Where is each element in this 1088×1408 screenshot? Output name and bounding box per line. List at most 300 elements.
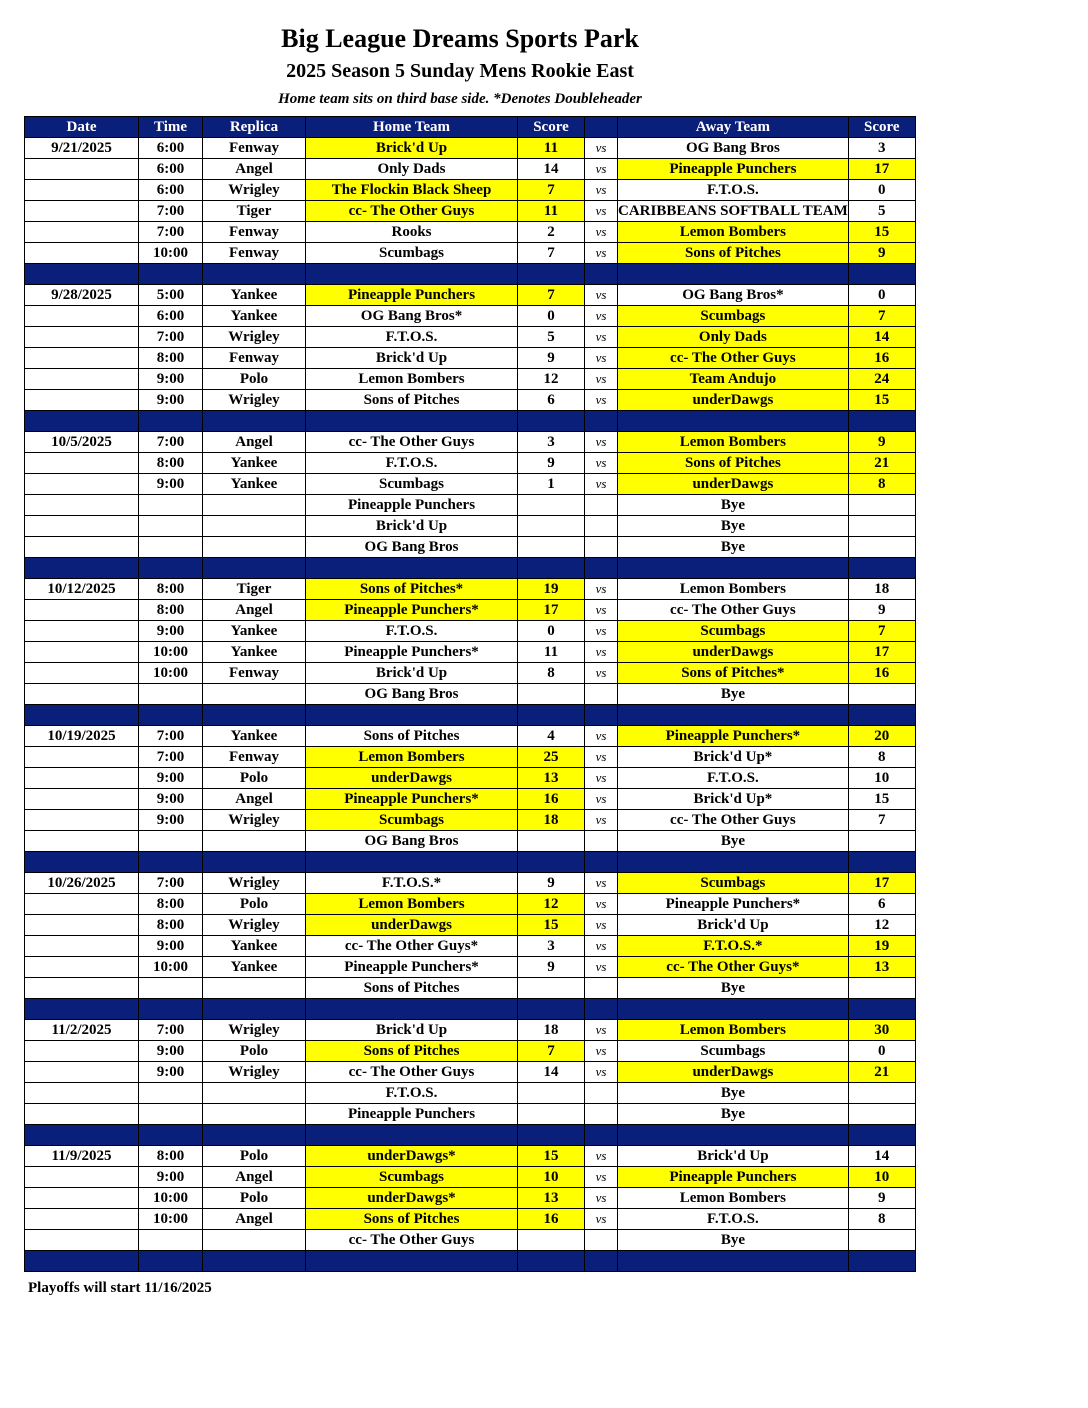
separator-cell [585,999,618,1020]
page-note: Home team sits on third base side. *Denotes Doubleheader [278,91,642,107]
field-cell: Angel [203,600,306,621]
home-team-cell: OG Bang Bros* [306,306,518,327]
home-team-cell: F.T.O.S. [306,327,518,348]
time-cell: 9:00 [139,474,203,495]
home-team-cell: Scumbags [306,474,518,495]
away-score-cell [848,1104,915,1125]
away-team-cell: Pineapple Punchers [618,159,849,180]
col-vs-header [585,117,618,138]
date-cell [25,1041,139,1062]
bye-row [25,978,916,999]
separator-cell [306,558,518,579]
vs-cell [585,831,618,852]
week-separator-row [25,705,916,726]
field-cell: Wrigley [203,873,306,894]
home-score-cell: 16 [518,789,585,810]
time-cell: 8:00 [139,453,203,474]
field-cell: Polo [203,369,306,390]
separator-cell [25,1251,139,1272]
away-team-cell: F.T.O.S. [618,1209,849,1230]
vs-cell [585,537,618,558]
away-score-cell [848,831,915,852]
away-score-cell: 3 [848,138,915,159]
away-score-cell: 24 [848,369,915,390]
home-score-cell [518,978,585,999]
time-cell: 7:00 [139,222,203,243]
time-cell: 7:00 [139,726,203,747]
vs-cell: vs [585,1167,618,1188]
col-home-team-header: Home Team [306,117,518,138]
date-cell [25,831,139,852]
game-row [25,873,916,894]
date-cell [25,348,139,369]
field-cell: Yankee [203,957,306,978]
col-replica-header: Replica [203,117,306,138]
home-score-cell: 7 [518,285,585,306]
week-separator-row [25,1251,916,1272]
away-score-cell: 19 [848,936,915,957]
game-row [25,915,916,936]
away-score-cell [848,495,915,516]
separator-cell [518,852,585,873]
away-score-cell: 13 [848,957,915,978]
game-row [25,1041,916,1062]
home-team-cell: Scumbags [306,243,518,264]
away-score-cell: 15 [848,390,915,411]
field-cell: Wrigley [203,1020,306,1041]
home-score-cell: 18 [518,810,585,831]
away-team-cell: Bye [618,978,849,999]
away-score-cell: 9 [848,1188,915,1209]
time-cell: 8:00 [139,579,203,600]
date-cell [25,663,139,684]
separator-cell [25,264,139,285]
field-cell: Wrigley [203,180,306,201]
game-row [25,474,916,495]
vs-cell: vs [585,600,618,621]
separator-cell [585,1125,618,1146]
date-cell [25,453,139,474]
home-team-cell: cc- The Other Guys [306,201,518,222]
time-cell [139,978,203,999]
vs-cell: vs [585,768,618,789]
away-team-cell: Bye [618,684,849,705]
separator-cell [25,852,139,873]
game-row [25,285,916,306]
vs-cell: vs [585,453,618,474]
away-team-cell: Brick'd Up* [618,789,849,810]
away-team-cell: cc- The Other Guys [618,810,849,831]
vs-cell [585,516,618,537]
separator-cell [203,558,306,579]
vs-cell: vs [585,390,618,411]
vs-cell: vs [585,1062,618,1083]
date-cell [25,243,139,264]
home-team-cell: Pineapple Punchers [306,285,518,306]
home-score-cell [518,1104,585,1125]
date-cell [25,915,139,936]
vs-cell: vs [585,222,618,243]
away-team-cell: Team Andujo [618,369,849,390]
home-score-cell: 11 [518,642,585,663]
field-cell: Angel [203,1209,306,1230]
home-score-cell: 12 [518,369,585,390]
away-score-cell: 15 [848,789,915,810]
date-cell [25,1167,139,1188]
separator-cell [848,852,915,873]
vs-cell [585,1104,618,1125]
home-score-cell: 4 [518,726,585,747]
separator-cell [618,705,849,726]
field-cell: Angel [203,1167,306,1188]
home-score-cell [518,831,585,852]
home-score-cell: 7 [518,180,585,201]
date-cell: 10/5/2025 [25,432,139,453]
home-score-cell: 19 [518,579,585,600]
time-cell: 10:00 [139,957,203,978]
date-cell [25,642,139,663]
away-team-cell: cc- The Other Guys [618,348,849,369]
game-row [25,789,916,810]
home-team-cell: underDawgs* [306,1188,518,1209]
vs-cell [585,1083,618,1104]
away-team-cell: F.T.O.S. [618,180,849,201]
home-team-cell: Brick'd Up [306,138,518,159]
field-cell: Fenway [203,243,306,264]
game-row [25,432,916,453]
home-team-cell: Sons of Pitches* [306,579,518,600]
date-cell [25,390,139,411]
separator-cell [139,1251,203,1272]
separator-cell [139,999,203,1020]
away-team-cell: Pineapple Punchers* [618,726,849,747]
home-score-cell: 14 [518,159,585,180]
vs-cell: vs [585,180,618,201]
home-score-cell: 16 [518,1209,585,1230]
home-score-cell: 1 [518,474,585,495]
away-score-cell [848,684,915,705]
separator-cell [306,411,518,432]
away-score-cell: 21 [848,1062,915,1083]
away-team-cell: Sons of Pitches* [618,663,849,684]
field-cell [203,978,306,999]
field-cell: Angel [203,159,306,180]
date-cell [25,768,139,789]
date-cell [25,516,139,537]
date-cell [25,684,139,705]
home-score-cell: 10 [518,1167,585,1188]
vs-cell: vs [585,810,618,831]
date-cell [25,201,139,222]
separator-cell [848,1125,915,1146]
field-cell: Fenway [203,663,306,684]
home-score-cell: 18 [518,1020,585,1041]
bye-row [25,537,916,558]
vs-cell: vs [585,201,618,222]
home-score-cell: 11 [518,138,585,159]
date-cell [25,600,139,621]
time-cell: 5:00 [139,285,203,306]
separator-cell [618,999,849,1020]
home-team-cell: F.T.O.S. [306,453,518,474]
home-team-cell: Sons of Pitches [306,390,518,411]
date-cell [25,537,139,558]
home-team-cell: F.T.O.S. [306,1083,518,1104]
away-score-cell: 21 [848,453,915,474]
away-team-cell: Brick'd Up [618,915,849,936]
game-row [25,747,916,768]
away-score-cell: 6 [848,894,915,915]
away-team-cell: Sons of Pitches [618,453,849,474]
away-score-cell: 5 [848,201,915,222]
separator-cell [518,1251,585,1272]
away-team-cell: Bye [618,1230,849,1251]
away-score-cell [848,978,915,999]
bye-row [25,1104,916,1125]
vs-cell: vs [585,894,618,915]
away-score-cell: 9 [848,600,915,621]
time-cell: 9:00 [139,936,203,957]
game-row [25,726,916,747]
vs-cell: vs [585,1209,618,1230]
game-row [25,1020,916,1041]
game-row [25,159,916,180]
away-team-cell: F.T.O.S. [618,768,849,789]
time-cell [139,1083,203,1104]
separator-cell [25,411,139,432]
away-score-cell: 12 [848,915,915,936]
date-cell [25,1188,139,1209]
separator-cell [203,411,306,432]
away-score-cell [848,1083,915,1104]
home-team-cell: Brick'd Up [306,516,518,537]
game-row [25,243,916,264]
game-row [25,1062,916,1083]
away-score-cell: 16 [848,348,915,369]
home-score-cell: 7 [518,1041,585,1062]
game-row [25,180,916,201]
schedule-table [24,116,916,1272]
away-team-cell: Scumbags [618,1041,849,1062]
home-team-cell: cc- The Other Guys [306,432,518,453]
field-cell [203,831,306,852]
separator-cell [518,705,585,726]
separator-cell [585,264,618,285]
away-score-cell: 14 [848,1146,915,1167]
vs-cell: vs [585,873,618,894]
date-cell: 10/12/2025 [25,579,139,600]
home-team-cell: The Flockin Black Sheep [306,180,518,201]
time-cell: 7:00 [139,747,203,768]
away-team-cell: Bye [618,1104,849,1125]
away-team-cell: Pineapple Punchers* [618,894,849,915]
away-score-cell: 15 [848,222,915,243]
away-team-cell: Lemon Bombers [618,432,849,453]
date-cell [25,1230,139,1251]
separator-cell [306,705,518,726]
field-cell: Fenway [203,222,306,243]
home-team-cell: cc- The Other Guys* [306,936,518,957]
home-team-cell: Lemon Bombers [306,369,518,390]
date-cell: 11/2/2025 [25,1020,139,1041]
away-team-cell: Lemon Bombers [618,222,849,243]
home-team-cell: Sons of Pitches [306,978,518,999]
separator-cell [618,1251,849,1272]
game-row [25,369,916,390]
bye-row [25,831,916,852]
page-subtitle: 2025 Season 5 Sunday Mens Rookie East [286,60,634,82]
vs-cell [585,1230,618,1251]
home-team-cell: Sons of Pitches [306,726,518,747]
home-score-cell: 2 [518,222,585,243]
away-score-cell: 0 [848,180,915,201]
field-cell: Angel [203,789,306,810]
field-cell [203,537,306,558]
date-cell [25,621,139,642]
date-cell [25,747,139,768]
col-away-team-header: Away Team [618,117,849,138]
time-cell [139,495,203,516]
time-cell: 9:00 [139,1062,203,1083]
away-score-cell: 16 [848,663,915,684]
date-cell [25,474,139,495]
game-row [25,957,916,978]
date-cell [25,1209,139,1230]
away-team-cell: cc- The Other Guys* [618,957,849,978]
separator-cell [139,411,203,432]
home-team-cell: cc- The Other Guys [306,1062,518,1083]
time-cell: 6:00 [139,159,203,180]
schedule-body [25,138,916,1272]
bye-row [25,495,916,516]
home-score-cell [518,1230,585,1251]
home-team-cell: Pineapple Punchers [306,1104,518,1125]
separator-cell [139,852,203,873]
time-cell: 6:00 [139,138,203,159]
date-cell [25,957,139,978]
home-score-cell: 0 [518,306,585,327]
away-score-cell: 18 [848,579,915,600]
home-score-cell: 7 [518,243,585,264]
time-cell: 7:00 [139,201,203,222]
home-score-cell: 15 [518,1146,585,1167]
away-score-cell [848,1230,915,1251]
separator-cell [585,558,618,579]
game-row [25,579,916,600]
field-cell: Polo [203,1146,306,1167]
game-row [25,663,916,684]
away-team-cell: Brick'd Up* [618,747,849,768]
date-cell: 11/9/2025 [25,1146,139,1167]
game-row [25,894,916,915]
separator-cell [848,1251,915,1272]
date-cell [25,1104,139,1125]
field-cell: Wrigley [203,915,306,936]
week-separator-row [25,852,916,873]
home-team-cell: OG Bang Bros [306,684,518,705]
separator-cell [518,264,585,285]
home-team-cell: Lemon Bombers [306,894,518,915]
separator-cell [306,1251,518,1272]
date-cell: 10/26/2025 [25,873,139,894]
home-team-cell: Brick'd Up [306,663,518,684]
date-cell [25,978,139,999]
separator-cell [848,411,915,432]
time-cell [139,684,203,705]
bye-row [25,1083,916,1104]
date-cell [25,369,139,390]
time-cell: 9:00 [139,810,203,831]
separator-cell [618,411,849,432]
game-row [25,390,916,411]
bye-row [25,1230,916,1251]
separator-cell [139,705,203,726]
vs-cell: vs [585,1188,618,1209]
home-score-cell: 14 [518,1062,585,1083]
away-team-cell: Scumbags [618,873,849,894]
separator-cell [203,852,306,873]
time-cell: 7:00 [139,873,203,894]
date-cell [25,306,139,327]
vs-cell: vs [585,747,618,768]
home-team-cell: underDawgs* [306,1146,518,1167]
time-cell: 6:00 [139,180,203,201]
separator-cell [306,852,518,873]
away-score-cell: 20 [848,726,915,747]
home-score-cell [518,1083,585,1104]
separator-cell [848,999,915,1020]
game-row [25,1188,916,1209]
vs-cell [585,684,618,705]
home-team-cell: OG Bang Bros [306,831,518,852]
game-row [25,1209,916,1230]
time-cell: 10:00 [139,642,203,663]
separator-cell [306,1125,518,1146]
table-header-row [25,117,916,138]
away-score-cell: 7 [848,306,915,327]
home-team-cell: Scumbags [306,1167,518,1188]
home-score-cell: 9 [518,453,585,474]
vs-cell: vs [585,432,618,453]
game-row [25,201,916,222]
home-team-cell: Scumbags [306,810,518,831]
away-team-cell: underDawgs [618,474,849,495]
time-cell: 6:00 [139,306,203,327]
game-row [25,1167,916,1188]
game-row [25,327,916,348]
date-cell [25,222,139,243]
away-team-cell: underDawgs [618,390,849,411]
separator-cell [848,705,915,726]
home-score-cell: 8 [518,663,585,684]
field-cell [203,495,306,516]
date-cell [25,1062,139,1083]
home-team-cell: cc- The Other Guys [306,1230,518,1251]
game-row [25,642,916,663]
separator-cell [25,705,139,726]
home-team-cell: Sons of Pitches [306,1041,518,1062]
field-cell: Fenway [203,348,306,369]
field-cell: Polo [203,894,306,915]
date-cell [25,495,139,516]
time-cell: 9:00 [139,789,203,810]
field-cell [203,684,306,705]
away-team-cell: Lemon Bombers [618,1020,849,1041]
date-cell [25,936,139,957]
away-team-cell: Lemon Bombers [618,579,849,600]
away-team-cell: Sons of Pitches [618,243,849,264]
date-cell [25,894,139,915]
